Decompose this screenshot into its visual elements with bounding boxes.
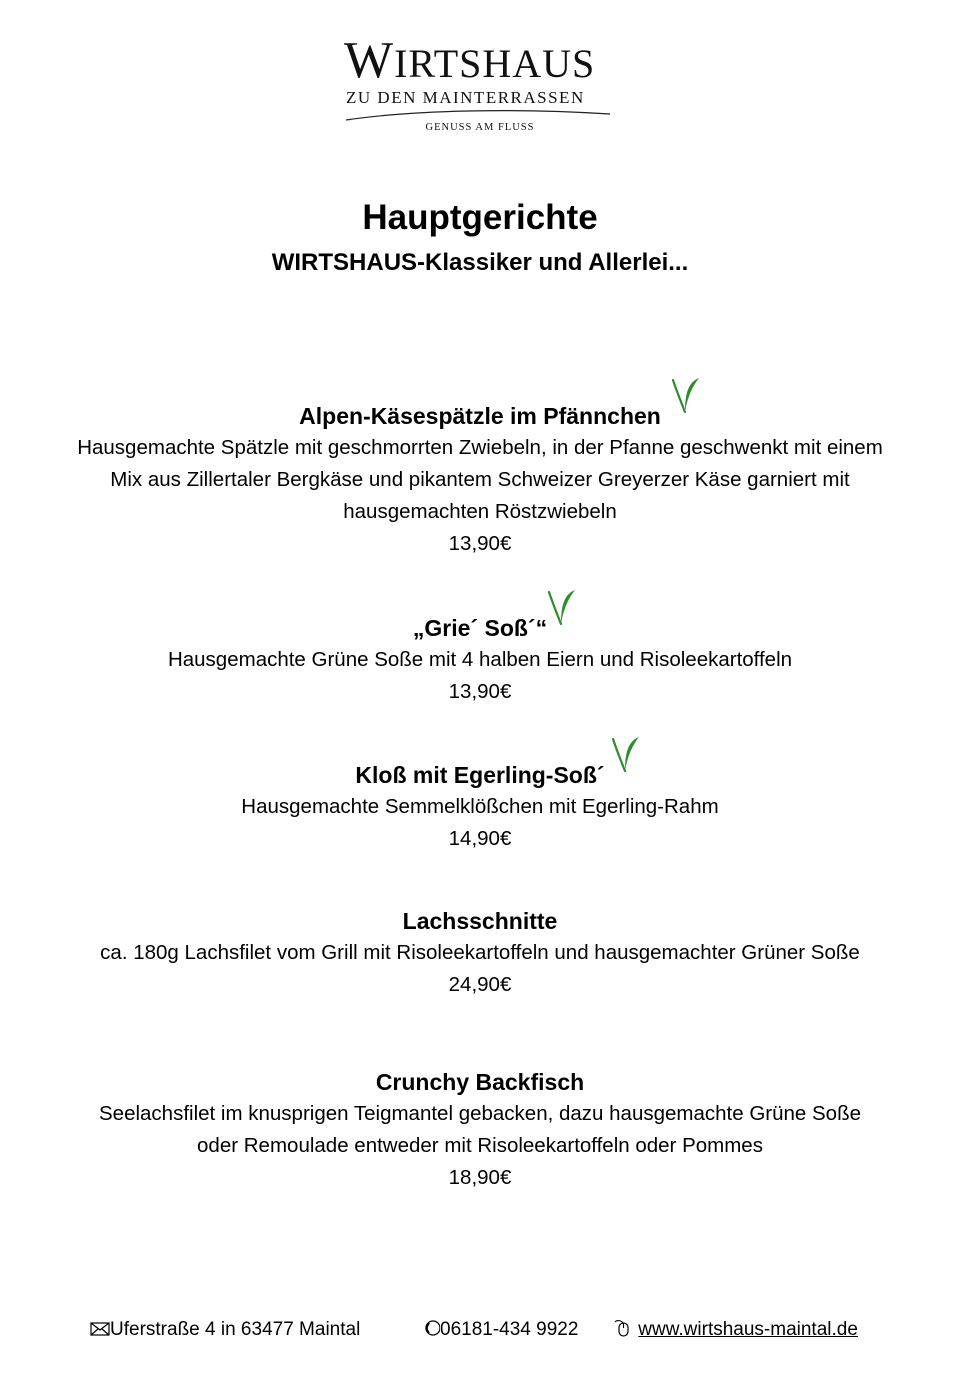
phone-icon: [424, 1319, 440, 1337]
contact-footer: [0, 1316, 960, 1346]
dish-name: Crunchy Backfisch: [375, 1069, 585, 1095]
menu-item: [0, 612, 960, 708]
dish-price: 14,90€: [448, 827, 512, 850]
dish-description: Hausgemachte Grüne Soße mit 4 halben Eiern und Risoleekartoffeln: [167, 648, 793, 671]
website-link[interactable]: www.wirtshaus-maintal.de: [638, 1319, 858, 1340]
dish-price: 18,90€: [448, 1166, 512, 1189]
logo-tagline: GENUSS AM FLUSS: [425, 122, 535, 133]
dish-name-row: [0, 1066, 960, 1098]
dish-name: Lachsschnitte: [402, 908, 558, 934]
dish-name-row: [0, 400, 960, 432]
logo-swoosh: [344, 108, 614, 122]
logo-wordmark-rest: IRTSHAUS: [394, 41, 596, 86]
leaf-icon: [609, 733, 645, 773]
dish-name-text: Kloß mit Egerling-Soß´: [355, 762, 605, 788]
dish-name-text: Alpen-Käsespätzle im Pfännchen: [299, 403, 661, 429]
dish-price: 13,90€: [448, 532, 512, 555]
dish-description: Hausgemachte Spätzle mit geschmorrten Zwiebeln, in der Pfanne geschwenkt mit einem: [77, 436, 883, 459]
footer-phone: [424, 1316, 578, 1344]
page-title: Hauptgerichte: [362, 198, 598, 237]
restaurant-logo: [0, 34, 960, 134]
menu-item: [0, 759, 960, 855]
leaf-icon: [669, 374, 705, 414]
page-subtitle: WIRTSHAUS-Klassiker und Allerlei...: [271, 249, 689, 276]
address-text: Uferstraße 4 in 63477 Maintal: [110, 1319, 361, 1340]
dish-price: 24,90€: [448, 973, 512, 996]
dish-price: 13,90€: [448, 680, 512, 703]
menu-item: [0, 905, 960, 1001]
dish-name-row: [0, 612, 960, 644]
logo-subline: ZU DEN MAINTERRASSEN: [346, 88, 585, 107]
logo-wordmark: WIRTSHAUS: [344, 32, 596, 89]
dish-description: oder Remoulade entweder mit Risoleekartoffeln oder Pommes: [197, 1134, 763, 1157]
mouse-icon: [613, 1319, 633, 1337]
dish-name-row: [0, 905, 960, 937]
dish-description: ca. 180g Lachsfilet vom Grill mit Risoleekartoffeln und hausgemachter Grüner Soße: [100, 941, 860, 964]
envelope-icon: [90, 1321, 110, 1337]
dish-description: hausgemachten Röstzwiebeln: [343, 500, 617, 523]
dish-description: Mix aus Zillertaler Bergkäse und pikantem Schweizer Greyerzer Käse garniert mit: [110, 468, 850, 491]
menu-item: [0, 400, 960, 560]
dish-description: Hausgemachte Semmelklößchen mit Egerling-Rahm: [241, 795, 719, 818]
footer-address: [90, 1316, 360, 1344]
phone-text: 06181-434 9922: [440, 1319, 579, 1340]
dish-name: [299, 400, 661, 432]
dish-description: Seelachsfilet im knusprigen Teigmantel gebacken, dazu hausgemachte Grüne Soße: [99, 1102, 861, 1125]
dish-name-text: „Grie´ Soß´“: [412, 615, 548, 641]
dish-name: [355, 759, 604, 791]
dish-name: [413, 612, 547, 644]
leaf-icon: [545, 586, 581, 626]
dish-name-row: [0, 759, 960, 791]
menu-item: [0, 1066, 960, 1194]
footer-website: [613, 1316, 858, 1344]
